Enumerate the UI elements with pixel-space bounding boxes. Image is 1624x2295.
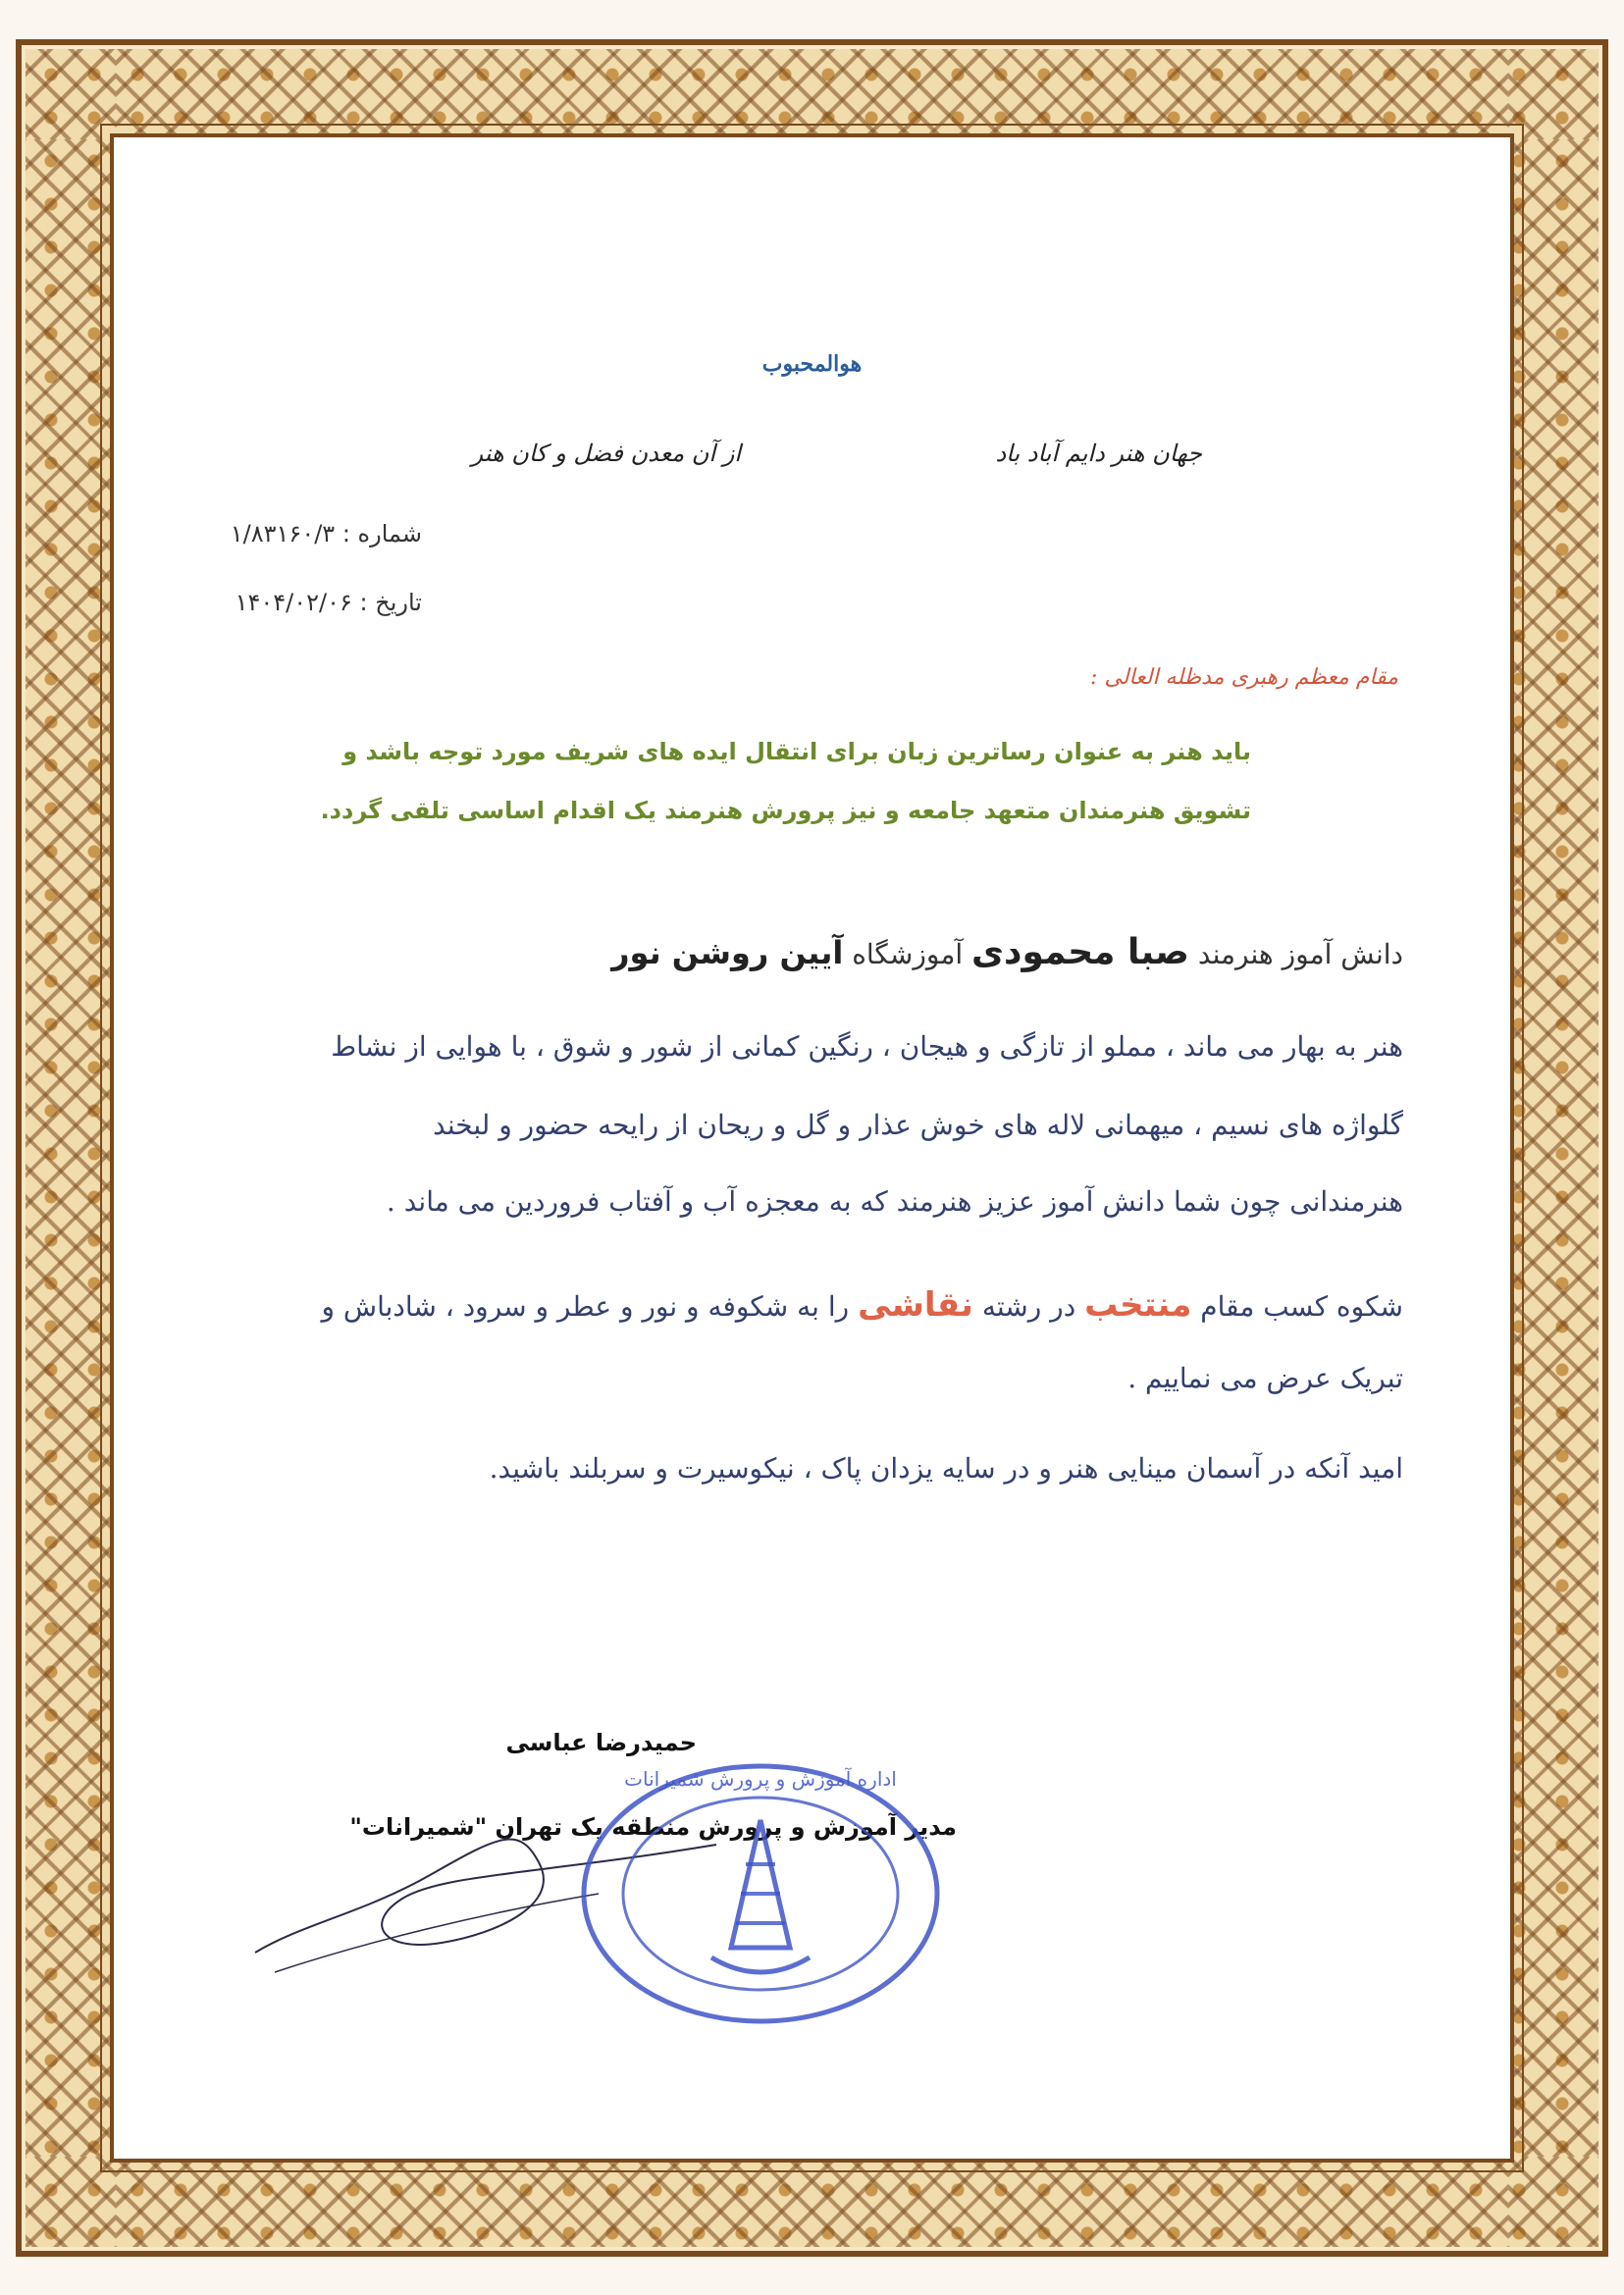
stamp-text: اداره آموزش و پرورش شمیرانات [624,1767,897,1791]
letter-number: شماره : ۱/۸۳۱۶۰/۳ [230,520,422,548]
field-prefix: در رشته [981,1290,1076,1323]
school-name: آیین روشن نور [611,934,844,971]
couplet-first: جهان هنر دایم آباد باد [995,440,1202,467]
student-line [611,932,1403,972]
paragraph2-line1 [321,1285,1403,1325]
signatory-title: مدیر آموزش و پرورش منطقه یک تهران "شمیرانات" [349,1813,957,1841]
paragraph1-line2: گلواژه های نسیم ، میهمانی لاله های خوش عذار و گل و ریحان از رایحه حضور و لبخند [433,1109,1403,1141]
couplet-second: از آن معدن فضل و کان هنر [471,440,741,467]
field-value: نقاشی [858,1285,973,1325]
rank-value: منتخب [1084,1285,1192,1325]
signatory-name: حمیدرضا عباسی [505,1729,697,1756]
paragraph2-line2: تبریک عرض می نماییم . [1127,1362,1403,1394]
paragraph1-line3: هنرمندانی چون شما دانش آموز عزیز هنرمند که به معجزه آب و آفتاب فروردین می ماند . [386,1185,1403,1218]
official-stamp [564,1747,957,2041]
certificate-heading: هوالمحبوب [761,351,863,377]
letter-date: تاریخ : ۱۴۰۴/۰۲/۰۶ [235,589,422,616]
quote-line-1: باید هنر به عنوان رساترین زبان برای انتقال ایده های شریف مورد توجه باشد و [342,738,1251,765]
quote-attribution: مقام معظم رهبری مدظله العالی : [1089,665,1398,690]
achievement-suffix: را به شکوفه و نور و عطر و سرود ، شادباش و [321,1290,850,1323]
school-prefix: آموزشگاه [852,938,964,970]
closing-wish: امید آنکه در آسمان مینایی هنر و در سایه یزدان پاک ، نیکوسیرت و سربلند باشید. [489,1452,1403,1485]
paragraph1-line1: هنر به بهار می ماند ، مملو از تازگی و هیجان ، رنگین کمانی از شور و شوق ، با هوایی از نشاط [331,1030,1403,1063]
student-name: صبا محمودی [971,932,1189,972]
student-prefix: دانش آموز هنرمند [1197,938,1403,970]
achievement-prefix: شکوه کسب مقام [1200,1290,1403,1323]
quote-line-2: تشویق هنرمندان متعهد جامعه و نیز پرورش هنرمند یک اقدام اساسی تلقی گردد. [320,797,1251,824]
